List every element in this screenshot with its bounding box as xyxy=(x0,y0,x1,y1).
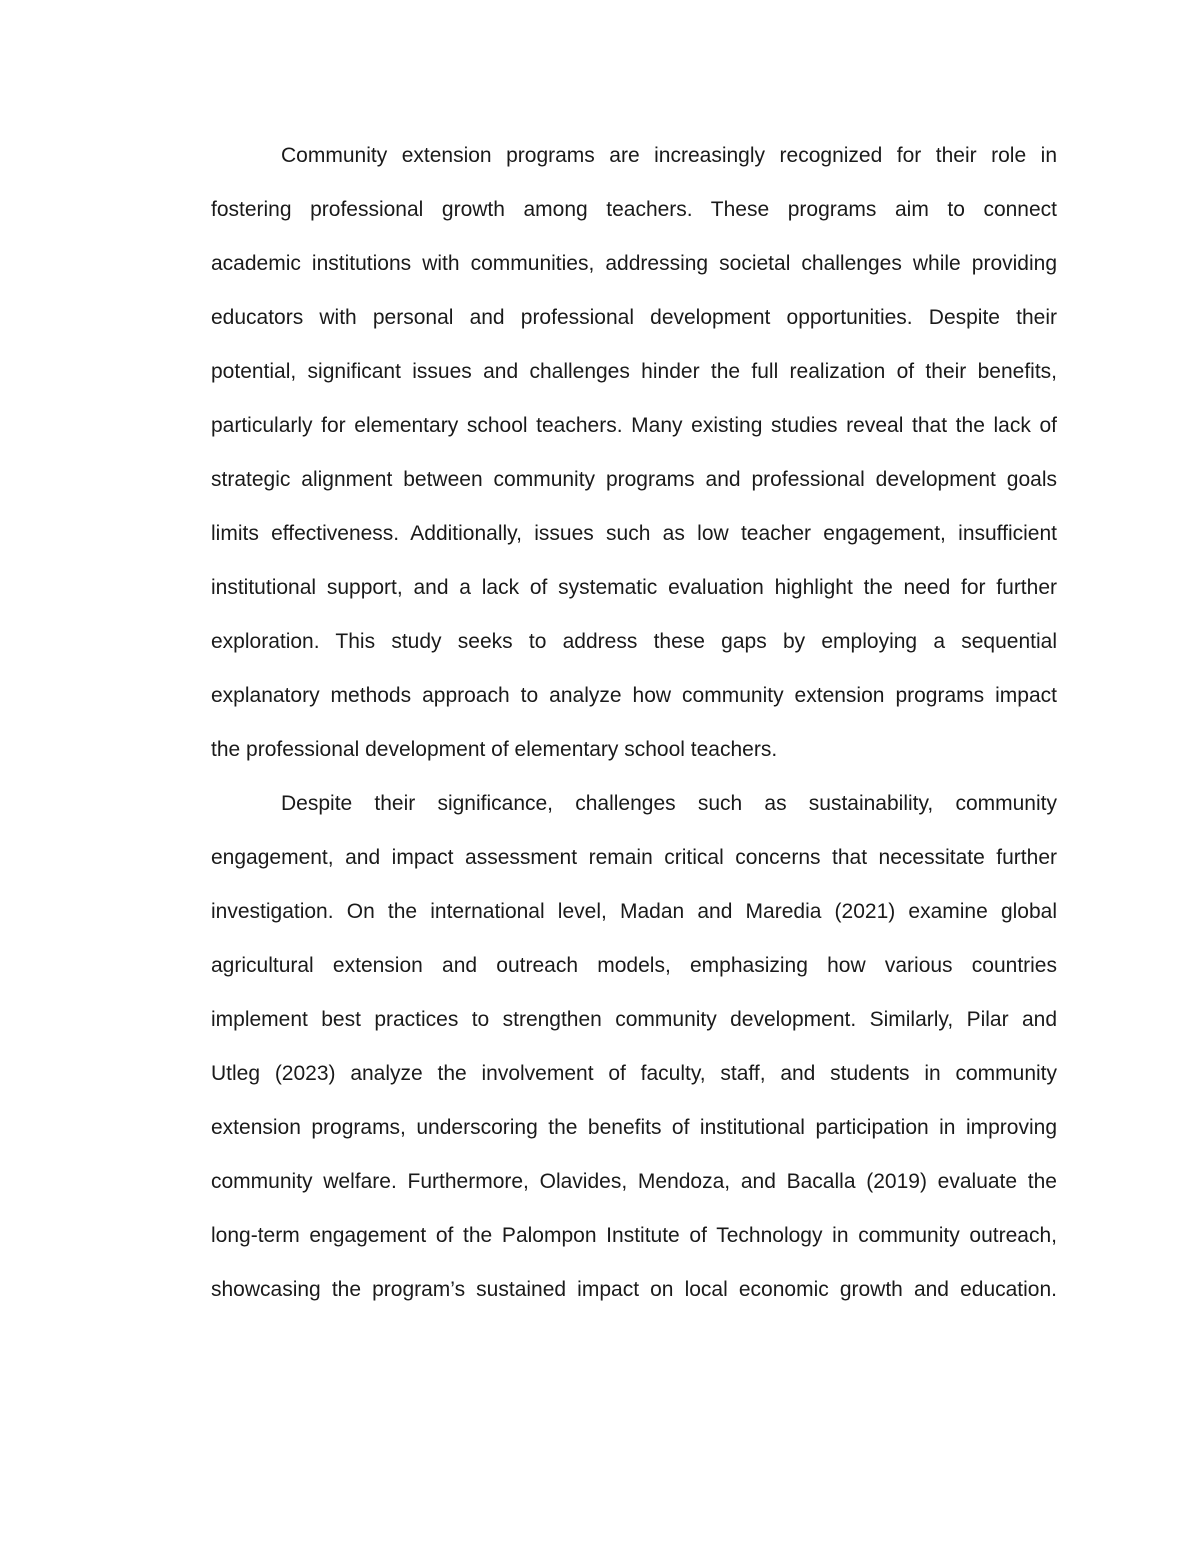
text-line: community welfare. Furthermore, Olavides, Mendoza, and Bacalla (2019) evaluate the xyxy=(211,1170,1057,1193)
text-line: investigation. On the international level, Madan and Maredia (2021) examine global xyxy=(211,900,1057,923)
text-line: academic institutions with communities, addressing societal challenges while providing xyxy=(211,252,1057,275)
paragraph-2 xyxy=(141,777,1057,1317)
text-line: Utleg (2023) analyze the involvement of faculty, staff, and students in community xyxy=(211,1062,1057,1085)
text-line: showcasing the program’s sustained impact on local economic growth and education. xyxy=(211,1278,1057,1301)
text-line: particularly for elementary school teachers. Many existing studies reveal that the lack of xyxy=(211,414,1057,437)
text-line: limits effectiveness. Additionally, issues such as low teacher engagement, insufficient xyxy=(211,522,1057,545)
paragraph-1 xyxy=(141,129,1057,777)
text-line: long-term engagement of the Palompon Institute of Technology in community outreach, xyxy=(211,1224,1057,1247)
text-line: educators with personal and professional development opportunities. Despite their xyxy=(211,306,1057,329)
text-line: exploration. This study seeks to address these gaps by employing a sequential xyxy=(211,630,1057,653)
text-line: Community extension programs are increasingly recognized for their role in xyxy=(281,144,1057,167)
text-line: strategic alignment between community programs and professional development goals xyxy=(211,468,1057,491)
text-line: implement best practices to strengthen community development. Similarly, Pilar and xyxy=(211,1008,1057,1031)
body-text xyxy=(141,129,1057,1317)
text-line: institutional support, and a lack of systematic evaluation highlight the need for further xyxy=(211,576,1057,599)
text-line: extension programs, underscoring the benefits of institutional participation in improving xyxy=(211,1116,1057,1139)
text-line: Despite their significance, challenges such as sustainability, community xyxy=(281,792,1057,815)
text-line: agricultural extension and outreach models, emphasizing how various countries xyxy=(211,954,1057,977)
text-line: engagement, and impact assessment remain critical concerns that necessitate further xyxy=(211,846,1057,869)
text-line: potential, significant issues and challenges hinder the full realization of their benefits, xyxy=(211,360,1057,383)
text-line: explanatory methods approach to analyze how community extension programs impact xyxy=(211,684,1057,707)
text-line: the professional development of elementary school teachers. xyxy=(211,738,778,761)
text-line: fostering professional growth among teachers. These programs aim to connect xyxy=(211,198,1057,221)
